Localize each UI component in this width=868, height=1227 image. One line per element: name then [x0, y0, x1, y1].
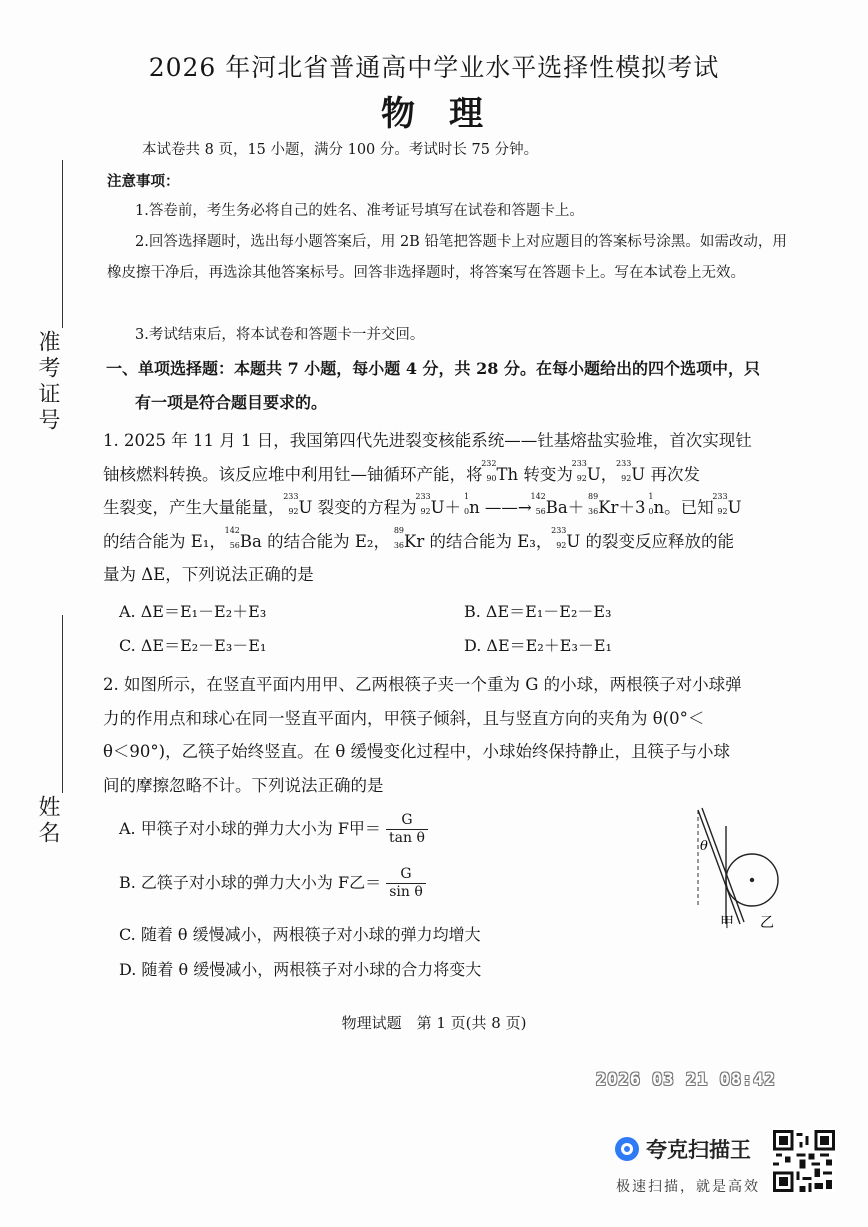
q2-line: 2. 如图所示，在竖直平面内用甲、乙两根筷子夹一个重为 G 的小球，两根筷子对小球弹 — [103, 675, 742, 694]
exam-title: 2026 年河北省普通高中学业水平选择性模拟考试 — [148, 53, 720, 82]
notice-item-3: 3.考试结束后，将本试卷和答题卡一并交回。 — [135, 327, 425, 343]
nuclide-kr89: 89 36 — [588, 492, 599, 516]
q2-option-a[interactable]: A. 甲筷子对小球的弹力大小为 F甲＝ $\frac{G}{\text{tan θ}}$ — [119, 812, 428, 847]
q2-line: θ＜90°)，乙筷子始终竖直。在 θ 缓慢变化过程中，小球始终保持静止，且筷子与小球 — [103, 742, 731, 761]
exam-info: 本试卷共 8 页，15 小题，满分 100 分。考试时长 75 分钟。 — [142, 142, 539, 158]
jia-label: 甲 — [720, 915, 734, 931]
q1-line: 的结合能为 E₁， 142 56 Ba 的结合能为 E₂， 89 36 Kr 的结合能为 E₃， 233 92 U 的裂变反应释放的能 — [103, 525, 735, 551]
q1-line: 量为 ΔE，下列说法正确的是 — [103, 565, 314, 584]
nuclide-kr89: 89 36 — [393, 525, 405, 550]
q1-option-c[interactable]: C. ΔE＝E₂－E₃－E₁ — [119, 636, 267, 655]
chopstick-jia-edge — [702, 808, 744, 922]
notice-item-1: 1.答卷前，考生务必将自己的姓名、准考证号填写在试卷和答题卡上。 — [135, 203, 584, 219]
nuclide-neutron: 1 0 — [463, 492, 470, 516]
nuclide-u233: 233 92 — [415, 492, 431, 516]
q1-line: 生裂变，产生大量能量， 233 92 U 裂变的方程为 233 92 U＋ 1 0 n ——→ 142 56 Ba＋ 89 36 Kr＋3 1 0 n。已知 233 92 U — [103, 492, 742, 517]
scan-brand: 夸克扫描王 — [646, 1138, 751, 1162]
scan-slogan: 极速扫描，就是高效 — [616, 1179, 760, 1195]
q2-option-d[interactable]: D. 随着 θ 缓慢减小，两根筷子对小球的合力将变大 — [119, 960, 482, 979]
q2-line: 间的摩擦忽略不计。下列说法正确的是 — [103, 775, 384, 795]
theta-label: θ — [700, 839, 708, 854]
nuclide-neutron: 1 0 — [648, 492, 654, 516]
quark-logo-icon — [614, 1136, 640, 1162]
qr-code-icon — [773, 1130, 835, 1192]
nuclide-u233: 233 92 — [712, 492, 728, 516]
section-heading-line2: 有一项是符合题目要求的。 — [135, 393, 328, 412]
q1-option-a[interactable]: A. ΔE＝E₁－E₂＋E₃ — [119, 602, 267, 621]
chopstick-jia — [698, 810, 740, 924]
chopsticks-figure — [684, 806, 784, 936]
question-1 — [103, 424, 788, 592]
nuclide-u233: 233 92 — [283, 492, 299, 516]
q1-line: 铀核燃料转换。该反应堆中利用钍—铀循环产能，将 232 90 Th 转变为 233 92 U， 233 92 U 再次发 — [103, 458, 700, 484]
subject-title: 物理 — [381, 94, 517, 134]
notice-heading: 注意事项： — [107, 173, 180, 190]
q2-option-b[interactable]: B. 乙筷子对小球的弹力大小为 F乙＝ $\frac{G}{\text{sin θ}}$ — [119, 866, 426, 901]
ticket-number-line — [62, 160, 63, 328]
nuclide-th232: 232 90 — [481, 458, 497, 483]
question-2 — [103, 668, 788, 802]
q1-line: 1. 2025 年 11 月 1 日，我国第四代先进裂变核能系统——钍基熔盐实验堆，首次实现钍 — [103, 431, 752, 450]
name-line — [62, 615, 63, 793]
ball-center — [750, 878, 754, 882]
q1-option-b[interactable]: B. ΔE＝E₁－E₂－E₃ — [464, 602, 612, 621]
nuclide-ba142: 142 56 — [530, 492, 546, 516]
scan-timestamp: 2026 03 21 08:42 — [596, 1070, 776, 1090]
nuclide-u233: 233 92 — [616, 458, 632, 483]
section-heading — [106, 352, 786, 420]
notice-item-2: 2.回答选择题时，选出每小题答案后，用 2B 铅笔把答题卡上对应题目的答案标号涂黑。如需改动，用橡皮擦干净后，再选涂其他答案标号。回答非选择题时，将答案写在答题卡上。写在本试卷上无效。 — [107, 234, 787, 281]
q1-option-d[interactable]: D. ΔE＝E₂＋E₃－E₁ — [464, 636, 612, 655]
fraction: $\frac{G}{\text{sin θ}}$ — [386, 866, 426, 901]
fraction: $\frac{G}{\text{tan θ}}$ — [386, 812, 428, 847]
nuclide-u233: 233 92 — [571, 458, 587, 483]
nuclide-ba142: 142 56 — [224, 525, 240, 550]
section-heading-line1: 一、单项选择题：本题共 7 小题，每小题 4 分，共 28 分。在每小题给出的四个选项中，只 — [106, 359, 760, 378]
yi-label: 乙 — [760, 915, 774, 931]
nuclide-u233: 233 92 — [551, 525, 567, 550]
ticket-number-label: 准考证号 — [35, 330, 60, 434]
q2-line: 力的作用点和球心在同一竖直平面内，甲筷子倾斜，且与竖直方向的夹角为 θ(0°＜ — [103, 708, 705, 728]
page-footer: 物理试题 第 1 页(共 8 页) — [341, 1014, 527, 1032]
name-label: 姓名 — [35, 795, 60, 847]
q2-option-c[interactable]: C. 随着 θ 缓慢减小，两根筷子对小球的弹力均增大 — [119, 925, 481, 944]
